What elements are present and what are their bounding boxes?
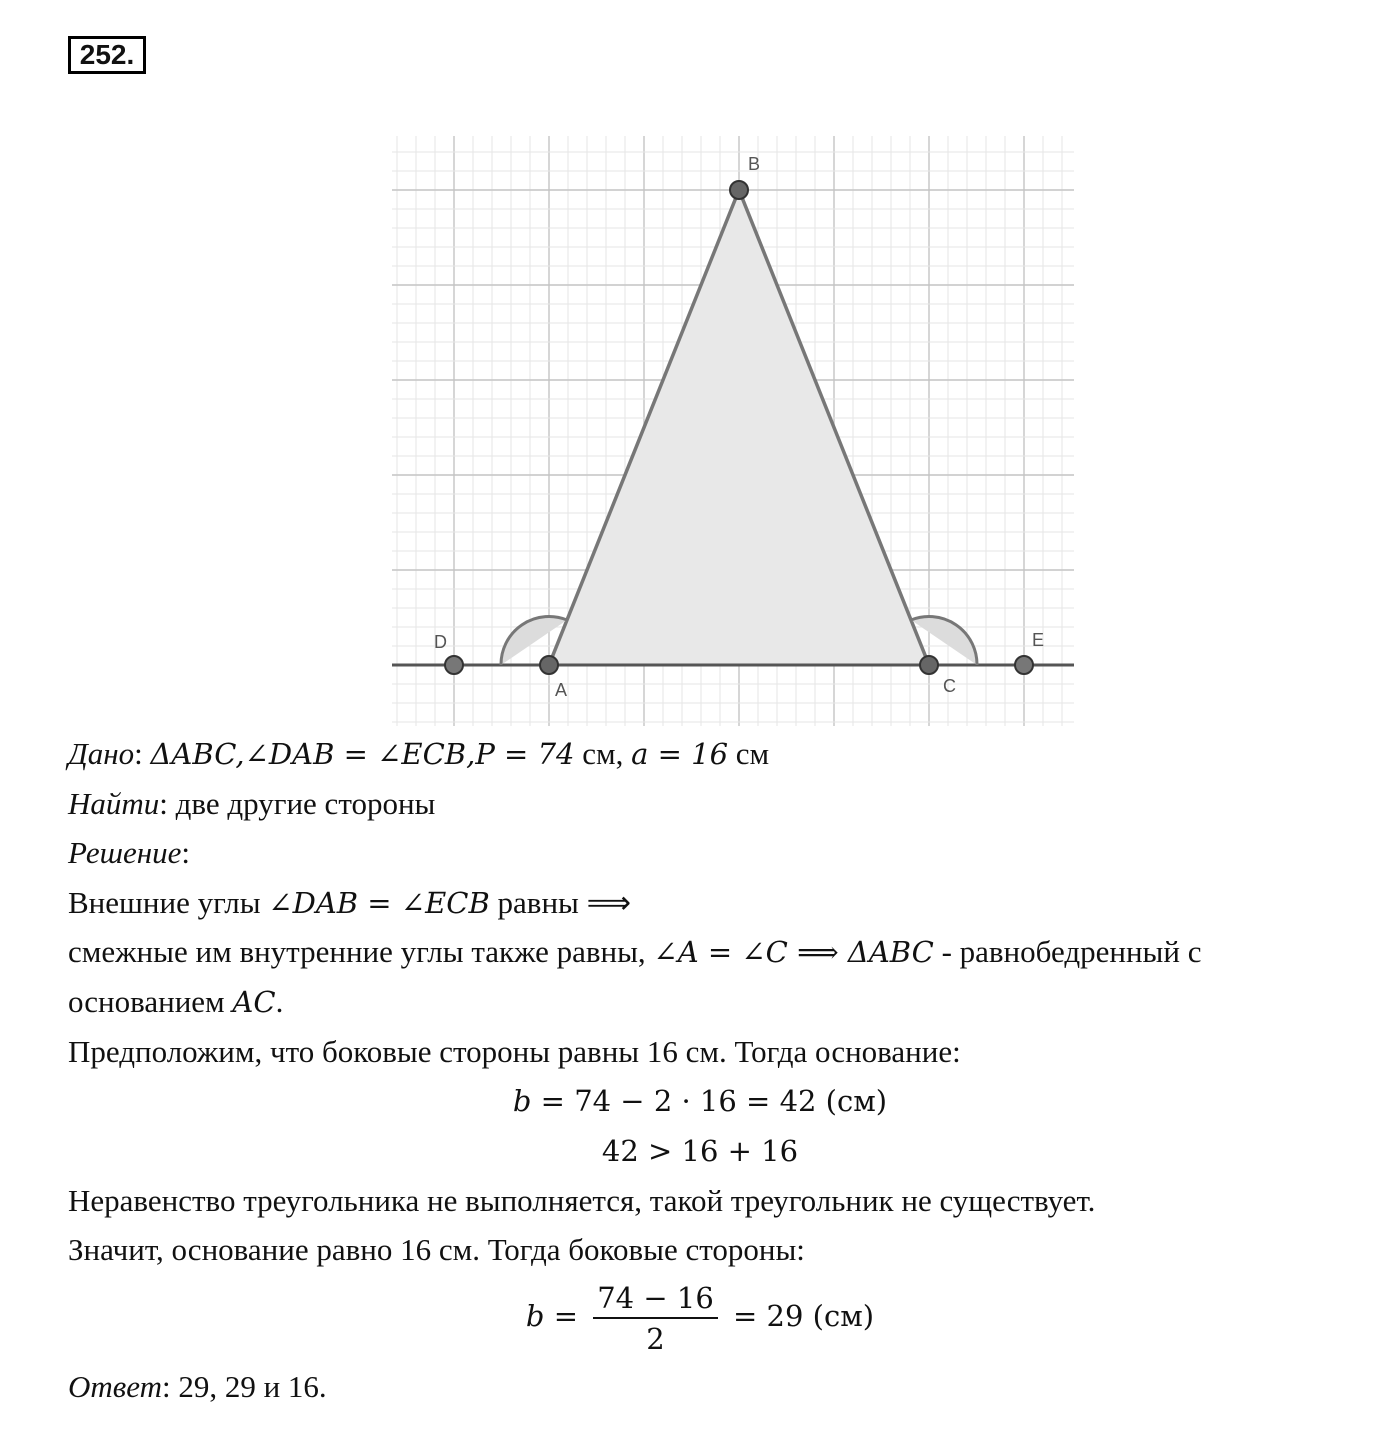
- given-line: Дано: ΔABC,∠DAB = ∠ECB,P = 74 см, a = 16 см: [68, 736, 770, 771]
- find-line: [68, 784, 435, 824]
- find-text: : две другие стороны: [159, 786, 436, 821]
- equation-2: [0, 1131, 1400, 1171]
- eq3-numerator: 74 − 16: [593, 1279, 718, 1319]
- eq3-eq: =: [544, 1299, 588, 1333]
- solution-line-1: [68, 883, 631, 923]
- point-d: [445, 656, 463, 674]
- label-e: E: [1032, 630, 1045, 650]
- label-c: C: [943, 676, 956, 696]
- point-a: [540, 656, 558, 674]
- solution-heading: Решение:: [68, 835, 190, 870]
- line1-expr: ∠DAB = ∠ECB: [268, 886, 490, 920]
- eq3-rest: = 29 (см): [723, 1299, 875, 1333]
- label-b: B: [748, 154, 761, 174]
- given-label: Дано: [68, 736, 135, 771]
- label-d: D: [434, 632, 447, 652]
- problem-number: 252.: [68, 36, 146, 74]
- line3-text-b: .: [275, 984, 284, 1019]
- answer-text: : 29, 29 и 16.: [161, 1369, 327, 1404]
- given-expr: ΔABC,∠DAB = ∠ECB,P = 74: [150, 737, 575, 771]
- eq3-denominator: 2: [646, 1321, 665, 1356]
- solution-line-5: Неравенство треугольника не выполняется, такой треугольник не существует.: [68, 1183, 1096, 1218]
- solution-label: Решение: [68, 835, 182, 870]
- solution-line-6: Значит, основание равно 16 см. Тогда боковые стороны:: [68, 1232, 805, 1267]
- solution-line-4: Предположим, что боковые стороны равны 16 см. Тогда основание:: [68, 1034, 961, 1069]
- line1-text-b: равны ⟹: [489, 885, 632, 920]
- eq1-var: b: [512, 1084, 532, 1118]
- solution-line-3: [68, 982, 283, 1022]
- eq3-var: b: [525, 1299, 545, 1333]
- solution-line-2: [68, 932, 1201, 972]
- eq2: 42 > 16 + 16: [601, 1134, 799, 1168]
- given-unit-2: см: [735, 736, 770, 771]
- equation-1: [0, 1081, 1400, 1121]
- answer-label: Ответ: [68, 1369, 162, 1404]
- answer-line: [68, 1367, 327, 1407]
- line2-expr: ∠A = ∠C ⟹ ΔABC: [653, 935, 934, 969]
- find-label: Найти: [68, 786, 160, 821]
- line2-text-a: смежные им внутренние углы также равны,: [68, 934, 654, 969]
- eq3-fraction: [593, 1279, 718, 1359]
- label-a: A: [555, 680, 568, 700]
- point-c: [920, 656, 938, 674]
- line2-text-b: - равнобедренный с: [933, 934, 1202, 969]
- given-a: a = 16: [631, 737, 729, 771]
- line3-expr: AC: [232, 985, 276, 1019]
- point-e: [1015, 656, 1033, 674]
- triangle-figure: [392, 136, 1074, 726]
- point-b: [730, 181, 748, 199]
- line3-text-a: основанием: [68, 984, 233, 1019]
- line1-text-a: Внешние углы: [68, 885, 269, 920]
- equation-3: [0, 1276, 1400, 1356]
- given-unit-1: см,: [582, 736, 624, 771]
- eq1-rest: = 74 − 2 · 16 = 42 (см): [531, 1084, 888, 1118]
